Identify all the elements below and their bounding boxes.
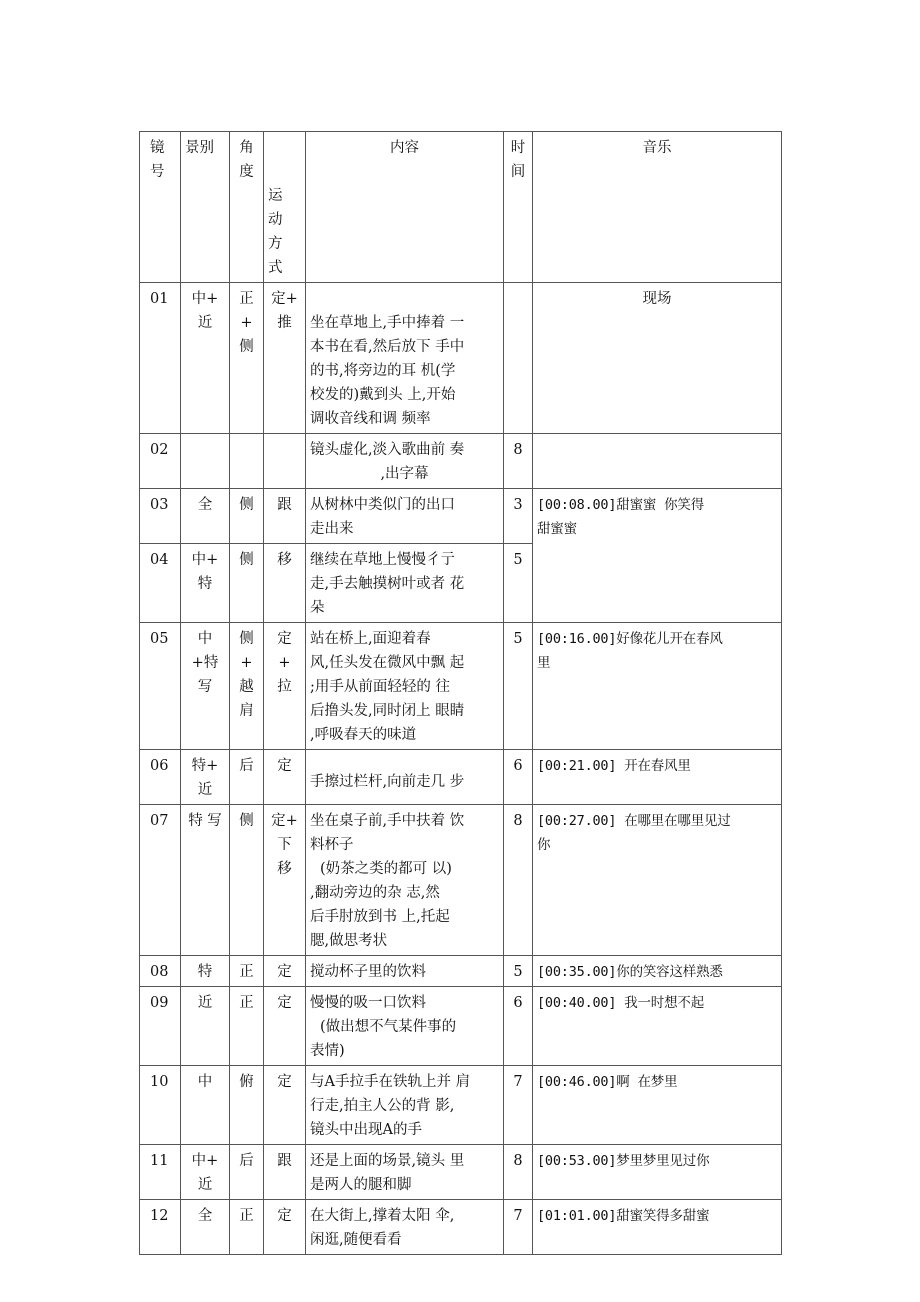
shot-angle: 侧 xyxy=(230,544,264,623)
shot-time xyxy=(504,283,533,434)
shot-content: 慢慢的吸一口饮料 (做出想不气某件事的 表情) xyxy=(306,987,504,1066)
shot-scale: 中+ 近 xyxy=(181,1145,230,1200)
shot-content: 手擦过栏杆,向前走几 步 xyxy=(306,750,504,805)
shot-time: 5 xyxy=(504,623,533,750)
shot-number: 11 xyxy=(140,1145,181,1200)
shot-music xyxy=(533,434,782,489)
table-row xyxy=(140,489,782,544)
shot-motion: 定 xyxy=(264,1066,306,1145)
table-row xyxy=(140,1200,782,1255)
shot-angle: 后 xyxy=(230,750,264,805)
shot-music: [00:46.00]啊 在梦里 xyxy=(533,1066,782,1145)
table-row xyxy=(140,623,782,750)
shot-time: 5 xyxy=(504,956,533,987)
shot-number: 10 xyxy=(140,1066,181,1145)
shot-time: 6 xyxy=(504,987,533,1066)
shot-scale: 全 xyxy=(181,1200,230,1255)
shot-music: [00:40.00] 我一时想不起 xyxy=(533,987,782,1066)
shot-number: 06 xyxy=(140,750,181,805)
shot-motion: 定+ 下 移 xyxy=(264,805,306,956)
shot-music: [00:53.00]梦里梦里见过你 xyxy=(533,1145,782,1200)
shot-content: 与A手拉手在铁轨上并 肩 行走,拍主人公的背 影, 镜头中出现A的手 xyxy=(306,1066,504,1145)
shot-motion: 定+ 推 xyxy=(264,283,306,434)
shot-music: [00:35.00]你的笑容这样熟悉 xyxy=(533,956,782,987)
shot-motion: 跟 xyxy=(264,1145,306,1200)
shot-content: 坐在桌子前,手中扶着 饮 料杯子 (奶茶之类的都可 以) ,翻动旁边的杂 志,然 后手肘放到书 上,托起 腮,做思考状 xyxy=(306,805,504,956)
shot-motion: 定 xyxy=(264,1200,306,1255)
shot-time: 3 xyxy=(504,489,533,544)
shot-angle: 正 xyxy=(230,1200,264,1255)
shot-angle: 正 + 侧 xyxy=(230,283,264,434)
header-scale: 景别 xyxy=(181,132,230,283)
shot-motion: 移 xyxy=(264,544,306,623)
shot-number: 03 xyxy=(140,489,181,544)
shot-number: 12 xyxy=(140,1200,181,1255)
table-row xyxy=(140,1145,782,1200)
shot-motion: 定 xyxy=(264,750,306,805)
shot-content: 还是上面的场景,镜头 里 是两人的腿和脚 xyxy=(306,1145,504,1200)
shot-scale: 中+ 近 xyxy=(181,283,230,434)
shot-scale: 中 +特 写 xyxy=(181,623,230,750)
shot-content: 镜头虚化,淡入歌曲前 奏 ,出字幕 xyxy=(306,434,504,489)
table-row xyxy=(140,434,782,489)
shot-angle: 后 xyxy=(230,1145,264,1200)
shot-content: 在大街上,撑着太阳 伞, 闲逛,随便看看 xyxy=(306,1200,504,1255)
header-content: 内容 xyxy=(306,132,504,283)
shot-angle: 侧 + 越 肩 xyxy=(230,623,264,750)
shot-scale xyxy=(181,434,230,489)
shot-time: 5 xyxy=(504,544,533,623)
shot-angle: 俯 xyxy=(230,1066,264,1145)
shot-content: 坐在草地上,手中捧着 一 本书在看,然后放下 手中 的书,将旁边的耳 机(学 校发的)戴到头 上,开始 调收音线和调 频率 xyxy=(306,283,504,434)
shot-music: 现场 xyxy=(533,283,782,434)
table-row xyxy=(140,283,782,434)
shot-number: 05 xyxy=(140,623,181,750)
header-motion: 运 动 方 式 xyxy=(264,132,306,283)
shot-time: 8 xyxy=(504,805,533,956)
storyboard-table xyxy=(139,131,782,1255)
header-shot-no: 镜 号 xyxy=(140,132,181,283)
shot-music: [01:01.00]甜蜜笑得多甜蜜 xyxy=(533,1200,782,1255)
shot-scale: 特+ 近 xyxy=(181,750,230,805)
header-time: 时 间 xyxy=(504,132,533,283)
shot-number: 09 xyxy=(140,987,181,1066)
header-angle: 角 度 xyxy=(230,132,264,283)
shot-music: [00:16.00]好像花儿开在春风 里 xyxy=(533,623,782,750)
shot-scale: 特 写 xyxy=(181,805,230,956)
shot-music: [00:08.00]甜蜜蜜 你笑得 甜蜜蜜 xyxy=(533,489,782,623)
table-row xyxy=(140,750,782,805)
shot-content: 从树林中类似门的出口 走出来 xyxy=(306,489,504,544)
shot-angle: 正 xyxy=(230,987,264,1066)
shot-time: 8 xyxy=(504,1145,533,1200)
table-row xyxy=(140,1066,782,1145)
shot-scale: 中+ 特 xyxy=(181,544,230,623)
shot-number: 08 xyxy=(140,956,181,987)
shot-number: 04 xyxy=(140,544,181,623)
shot-angle xyxy=(230,434,264,489)
shot-motion: 定 + 拉 xyxy=(264,623,306,750)
shot-scale: 近 xyxy=(181,987,230,1066)
shot-angle: 侧 xyxy=(230,489,264,544)
shot-angle: 侧 xyxy=(230,805,264,956)
shot-content: 站在桥上,面迎着春 风,任头发在微风中飘 起 ;用手从前面轻轻的 往 后撸头发,同时闭上 眼睛 ,呼吸春天的味道 xyxy=(306,623,504,750)
shot-time: 7 xyxy=(504,1200,533,1255)
shot-motion xyxy=(264,434,306,489)
shot-number: 02 xyxy=(140,434,181,489)
shot-time: 6 xyxy=(504,750,533,805)
shot-scale: 中 xyxy=(181,1066,230,1145)
shot-music: [00:27.00] 在哪里在哪里见过 你 xyxy=(533,805,782,956)
shot-content: 继续在草地上慢慢彳亍 走,手去触摸树叶或者 花 朵 xyxy=(306,544,504,623)
header-row xyxy=(140,132,782,283)
table-row xyxy=(140,805,782,956)
shot-time: 7 xyxy=(504,1066,533,1145)
shot-motion: 跟 xyxy=(264,489,306,544)
shot-music: [00:21.00] 开在春风里 xyxy=(533,750,782,805)
shot-scale: 全 xyxy=(181,489,230,544)
shot-motion: 定 xyxy=(264,956,306,987)
shot-scale: 特 xyxy=(181,956,230,987)
header-music: 音乐 xyxy=(533,132,782,283)
shot-content: 搅动杯子里的饮料 xyxy=(306,956,504,987)
shot-time: 8 xyxy=(504,434,533,489)
table-row xyxy=(140,956,782,987)
shot-number: 07 xyxy=(140,805,181,956)
shot-motion: 定 xyxy=(264,987,306,1066)
table-row xyxy=(140,987,782,1066)
shot-number: 01 xyxy=(140,283,181,434)
shot-angle: 正 xyxy=(230,956,264,987)
